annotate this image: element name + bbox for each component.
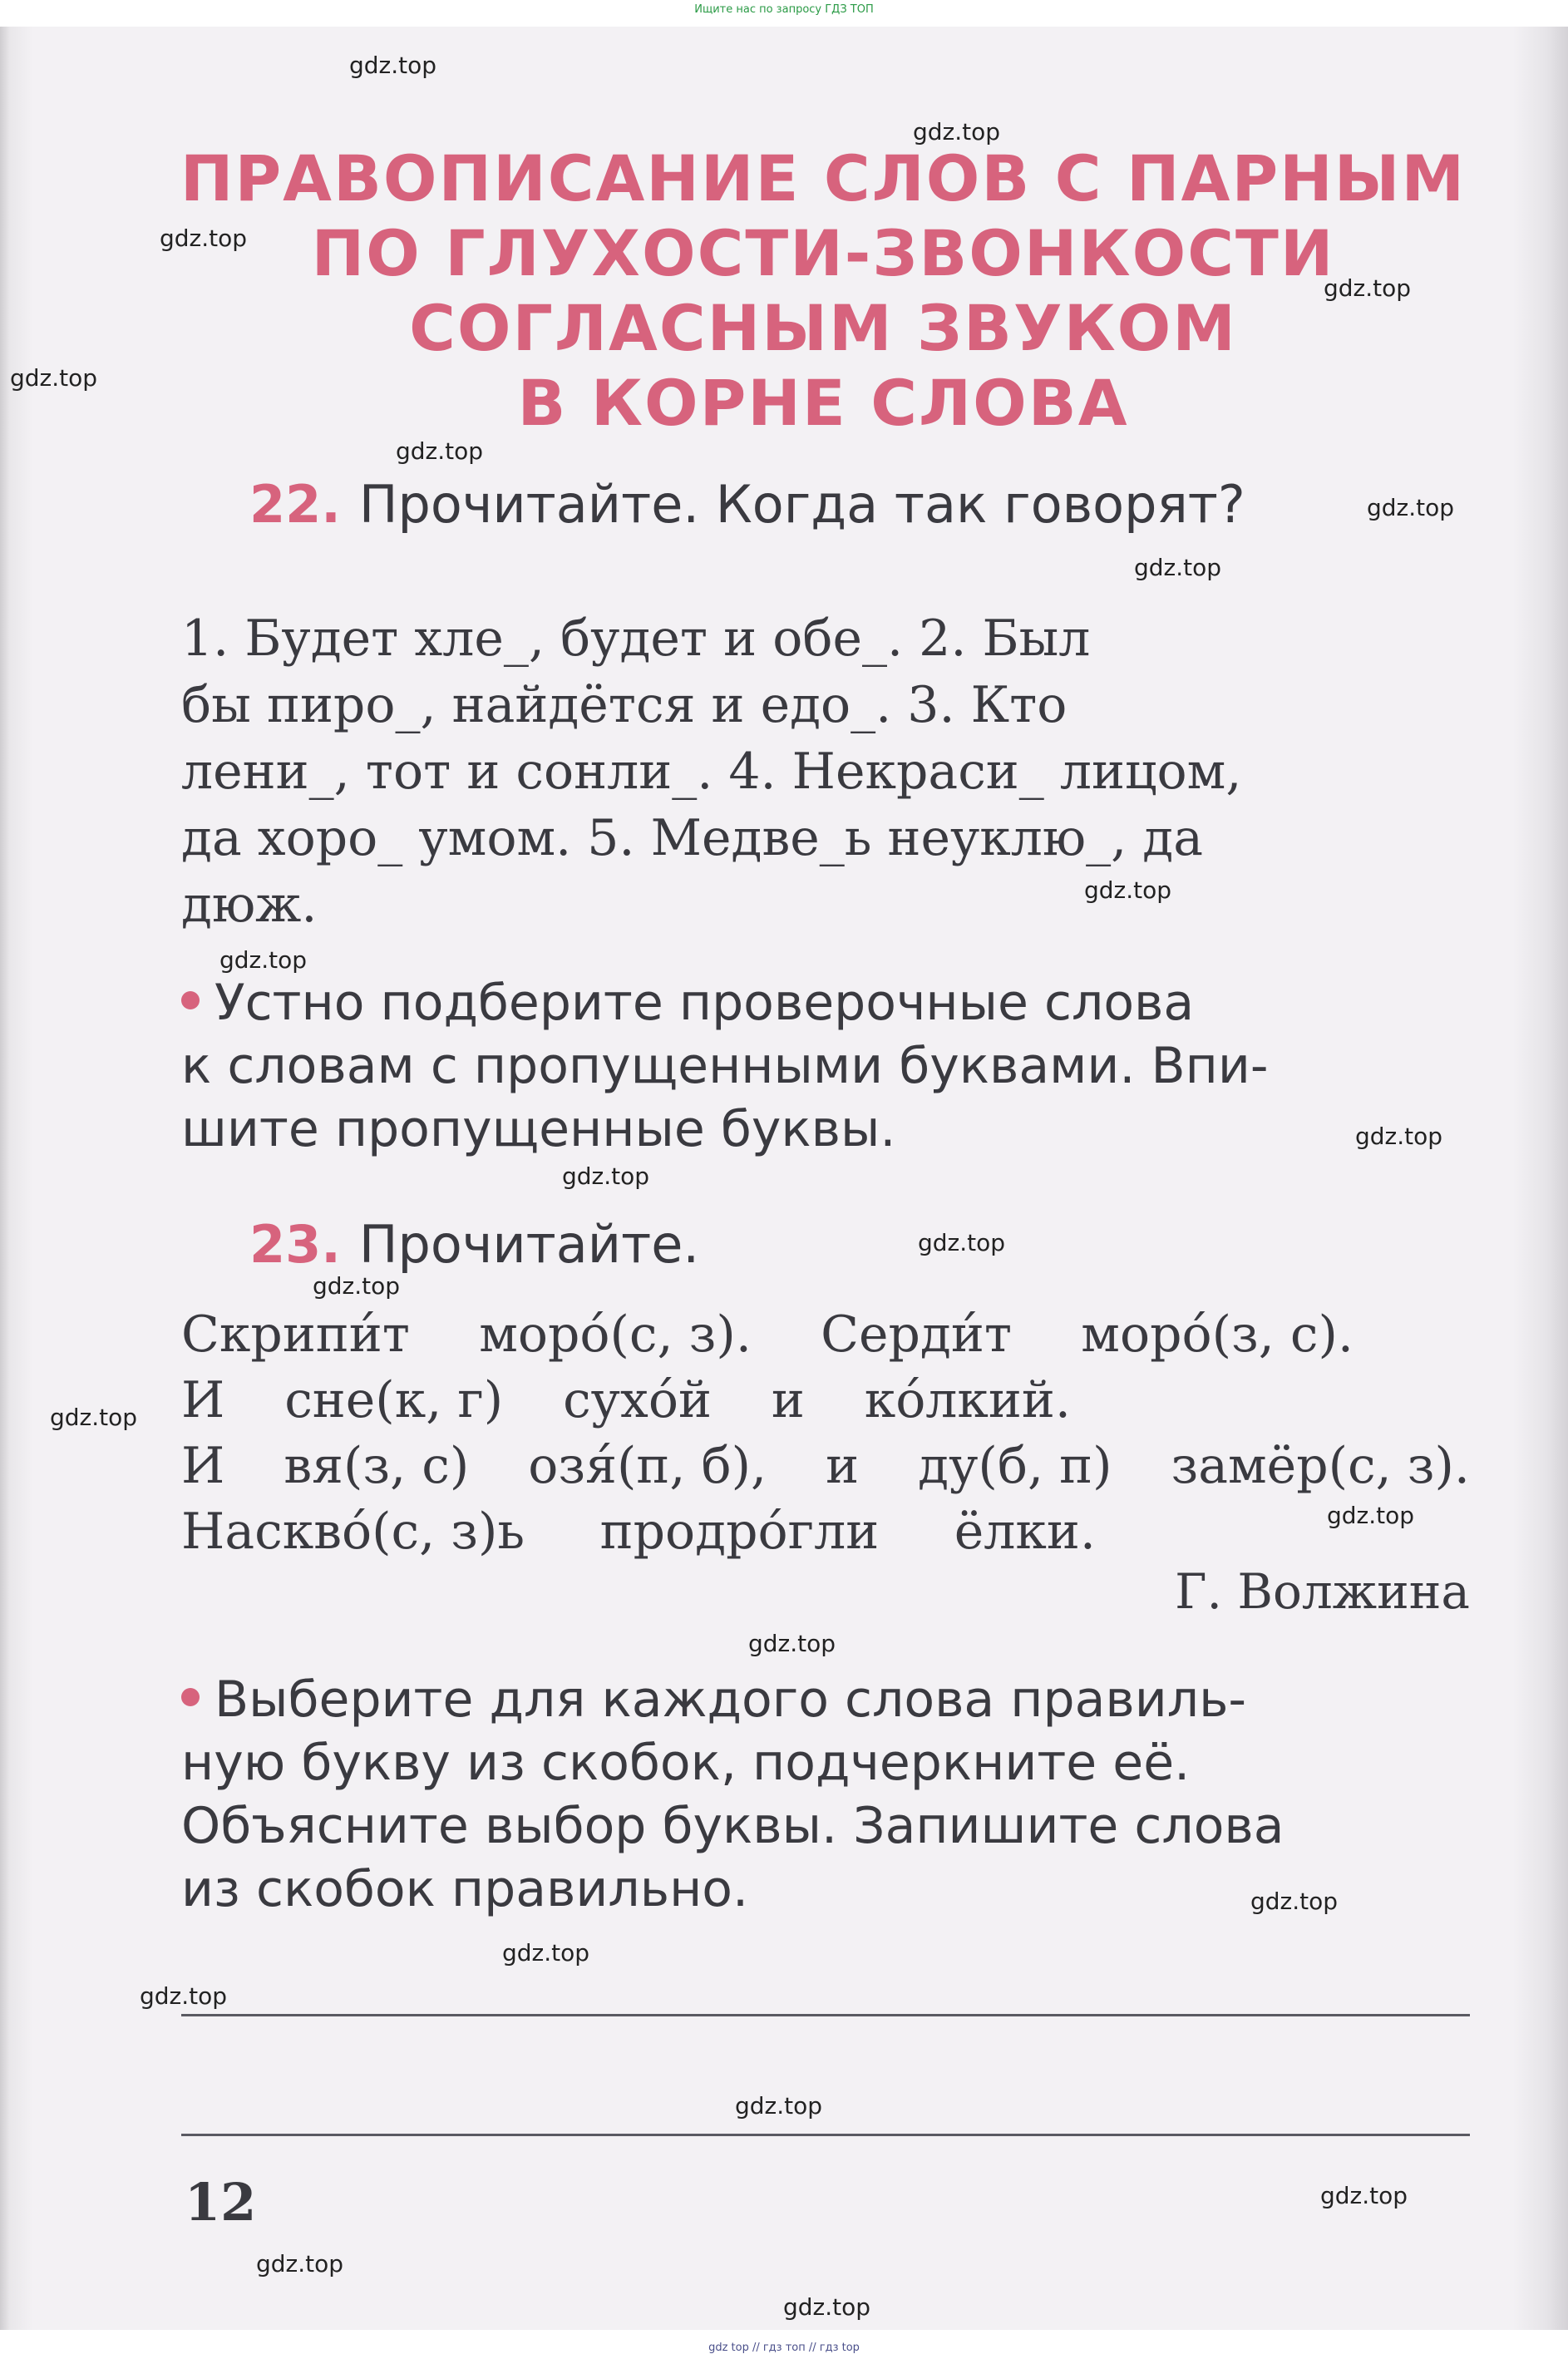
- title-line: ПО ГЛУХОСТИ-ЗВОНКОСТИ: [311, 216, 1335, 290]
- task-line: из скобок правильно.: [181, 1860, 749, 1918]
- poem-word: Серди́т: [821, 1305, 1013, 1364]
- task-line: Устно подберите проверочные слова: [181, 971, 1470, 1034]
- poem-line: [181, 1302, 1354, 1368]
- poem-line: [181, 1368, 1071, 1434]
- poem-word: вя(з, с): [284, 1437, 470, 1495]
- watermark: gdz.top: [783, 2293, 871, 2321]
- poem-word: Наскво́(с, з)ь: [181, 1503, 525, 1561]
- text-line: бы пиро_, найдётся и едо_. 3. Кто: [181, 676, 1068, 734]
- poem-word: моро́(с, з).: [479, 1305, 752, 1364]
- watermark: gdz.top: [1320, 2182, 1408, 2209]
- exercise-22-text: [181, 605, 1470, 938]
- watermark: gdz.top: [1084, 876, 1172, 904]
- title-line: В КОРНЕ СЛОВА: [517, 366, 1129, 440]
- poem-author: Г. Волжина: [1175, 1563, 1470, 1620]
- poem: [181, 1302, 1470, 1565]
- bottom-note: gdz top // гдз топ // гдз top: [708, 2342, 860, 2354]
- task-line: к словам с пропущенными буквами. Впи-: [181, 1037, 1269, 1095]
- poem-word: сухо́й: [563, 1371, 712, 1429]
- watermark: gdz.top: [748, 1630, 836, 1657]
- watermark: gdz.top: [502, 1939, 590, 1967]
- watermark: gdz.top: [396, 437, 484, 465]
- exercise-23-heading: [249, 1214, 699, 1275]
- watermark: gdz.top: [1324, 274, 1412, 302]
- watermark: gdz.top: [1355, 1123, 1443, 1150]
- task-line: ную букву из скобок, подчеркните её.: [181, 1734, 1191, 1792]
- watermark: gdz.top: [256, 2250, 344, 2278]
- poem-word: И: [181, 1371, 225, 1429]
- poem-word: сне(к, г): [284, 1371, 504, 1429]
- watermark: gdz.top: [349, 52, 437, 79]
- text-line: да хоро_ умом. 5. Медве_ь неуклю_, да: [181, 809, 1204, 867]
- exercise-instruction: Прочитайте.: [358, 1214, 700, 1275]
- poem-line: [181, 1499, 1096, 1565]
- exercise-22-heading: [249, 474, 1245, 535]
- watermark: gdz.top: [1134, 554, 1222, 581]
- watermark: gdz.top: [1327, 1502, 1415, 1529]
- poem-word: продро́гли: [599, 1503, 880, 1561]
- poem-word: моро́(з, с).: [1081, 1305, 1354, 1364]
- task-line: Объясните выбор буквы. Запишите слова: [181, 1797, 1284, 1855]
- exercise-22-task: [181, 971, 1470, 1161]
- page-title: [166, 141, 1480, 441]
- watermark: gdz.top: [735, 2092, 823, 2120]
- poem-word: ёлки.: [954, 1503, 1096, 1561]
- text-line: дюж.: [181, 876, 318, 934]
- watermark: gdz.top: [313, 1272, 401, 1300]
- poem-word: ко́лкий.: [864, 1371, 1071, 1429]
- page-number: 12: [185, 2172, 257, 2233]
- exercise-number: 22.: [249, 474, 341, 535]
- text-line: лени_, тот и сонли_. 4. Некраси_ лицом,: [181, 743, 1242, 801]
- poem-word: и: [826, 1437, 860, 1495]
- exercise-number: 23.: [249, 1214, 341, 1275]
- poem-word: озя́(п, б),: [528, 1437, 767, 1495]
- writing-line: [181, 2134, 1470, 2136]
- watermark: gdz.top: [140, 1982, 228, 2010]
- title-line: СОГЛАСНЫМ ЗВУКОМ: [409, 291, 1237, 365]
- title-line: ПРАВОПИСАНИЕ СЛОВ С ПАРНЫМ: [180, 141, 1467, 215]
- bullet-icon: [181, 1688, 200, 1706]
- exercise-instruction: Прочитайте. Когда так говорят?: [358, 474, 1245, 535]
- task-line: шите пропущенные буквы.: [181, 1100, 896, 1158]
- watermark: gdz.top: [562, 1162, 650, 1190]
- top-note: Ищите нас по запросу ГДЗ ТОП: [694, 3, 874, 16]
- poem-word: И: [181, 1437, 225, 1495]
- exercise-23-task: [181, 1668, 1470, 1921]
- writing-line: [181, 2014, 1470, 2016]
- poem-word: замёр(с, з).: [1171, 1437, 1470, 1495]
- watermark: gdz.top: [913, 118, 1001, 146]
- watermark: gdz.top: [918, 1229, 1006, 1256]
- watermark: gdz.top: [10, 364, 98, 392]
- poem-word: и: [771, 1371, 805, 1429]
- poem-word: Скрипи́т: [181, 1305, 410, 1364]
- text-line: 1. Будет хле_, будет и обе_. 2. Был: [181, 610, 1091, 668]
- watermark: gdz.top: [1367, 494, 1455, 521]
- watermark: gdz.top: [219, 946, 308, 974]
- bullet-icon: [181, 991, 200, 1009]
- poem-line: [181, 1434, 1470, 1499]
- poem-word: ду(б, п): [918, 1437, 1112, 1495]
- watermark: gdz.top: [1250, 1888, 1339, 1915]
- task-line: Выберите для каждого слова правиль-: [181, 1668, 1470, 1731]
- watermark: gdz.top: [50, 1404, 138, 1431]
- watermark: gdz.top: [160, 225, 248, 252]
